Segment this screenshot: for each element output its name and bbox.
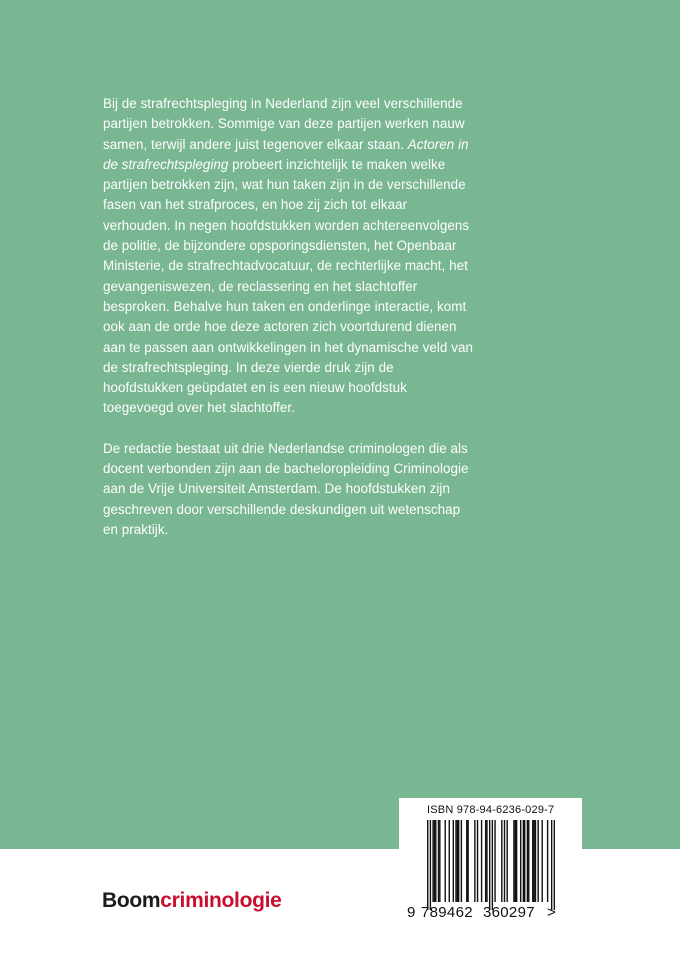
publisher-logo-series: criminologie [160, 889, 282, 912]
barcode-bar [535, 820, 536, 902]
barcode-bar [489, 820, 490, 910]
barcode-bar [481, 820, 482, 902]
blurb-text [103, 94, 473, 540]
barcode-digits [407, 904, 556, 921]
isbn-barcode [399, 798, 582, 935]
barcode-bar [458, 820, 459, 902]
book-title-inline: Actoren in de strafrechtspleging [103, 136, 469, 172]
barcode-bar [551, 820, 552, 910]
barcode-bar [492, 820, 493, 910]
barcode-bar [524, 820, 525, 902]
barcode-bar [494, 820, 495, 902]
barcode-bar [445, 820, 446, 902]
barcode-bar [547, 820, 548, 902]
barcode-bar [449, 820, 450, 902]
barcode-bar [438, 820, 439, 902]
barcode-bar [506, 820, 507, 902]
barcode-bar [533, 820, 534, 902]
barcode-bar [485, 820, 486, 902]
barcode-bar [430, 820, 431, 910]
barcode-bar [528, 820, 529, 902]
barcode-bar [516, 820, 517, 902]
barcode-bar [532, 820, 533, 902]
barcode-bar [457, 820, 458, 902]
barcode-bar [520, 820, 521, 902]
barcode-bar [523, 820, 524, 902]
barcode-bar [455, 820, 456, 902]
barcode-bar [474, 820, 475, 902]
barcode-bar [435, 820, 436, 902]
barcode-bar [537, 820, 538, 902]
barcode-bar [504, 820, 505, 902]
blurb-p1-body: probeert inzichtelijk te maken welke partijen betrokken zijn, wat hun taken zijn in de verschillende fasen van het strafproces, en hoe zij zich tot elkaar verhouden. In negen hoofdstukken worden achtereenvolgens de politie, de bijzondere opsporingsdiensten, het Openbaar Ministerie, de strafrechtadvocatuur, de rechterlijke macht, het gevangeniswezen, de reclassering en het slachtoffer besproken. Behalve hun taken en onderlinge interactie, komt ook aan de orde hoe deze actoren zich voortdurend dienen aan te passen aan ontwikkelingen in het dynamische veld van de strafrechtspleging. In deze vierde druk zijn de hoofdstukken geüpdatet en is een nieuw hoofdstuk toegevoegd over het slachtoffer. [103, 156, 473, 416]
barcode-bars [427, 820, 555, 910]
barcode-bar [439, 820, 440, 902]
blurb-paragraph-2: De redactie bestaat uit drie Nederlandse criminologen die als docent verbonden zijn aan de bacheloropleiding Criminologie aan de Vrije Universiteit Amsterdam. De hoofdstukken zijn geschreven door verschillende deskundigen uit wetenschap en praktijk. [103, 440, 469, 537]
barcode-group-2: 360297 [483, 904, 535, 921]
barcode-bar [527, 820, 528, 902]
barcode-bar [434, 820, 435, 902]
barcode-bar [513, 820, 514, 902]
publisher-logo [102, 888, 282, 914]
barcode-bar [466, 820, 467, 902]
blurb-p1-intro: Bij de strafrechtspleging in Nederland zijn veel verschillende partijen betrokken. Sommige van deze partijen werken nauw samen, terwijl andere juist tegenover elkaar staan. [103, 96, 465, 152]
isbn-label: ISBN 978-94-6236-029-7 [427, 804, 555, 816]
blurb-paragraph-1 [103, 94, 473, 419]
barcode-bar [542, 820, 543, 902]
barcode-bar [486, 820, 487, 902]
barcode-bar [432, 820, 433, 902]
barcode-group-1: 789462 [421, 904, 473, 921]
barcode-bar [501, 820, 502, 902]
barcode-bar [477, 820, 478, 902]
barcode-bar [467, 820, 468, 902]
barcode-bar [461, 820, 462, 902]
barcode-arrow: > [547, 904, 557, 921]
barcode-bar [427, 820, 428, 910]
barcode-bar [554, 820, 555, 910]
barcode-bar [453, 820, 454, 902]
barcode-lead-digit: 9 [407, 904, 416, 921]
barcode-bar [515, 820, 516, 902]
publisher-logo-brand: Boom [102, 889, 161, 912]
